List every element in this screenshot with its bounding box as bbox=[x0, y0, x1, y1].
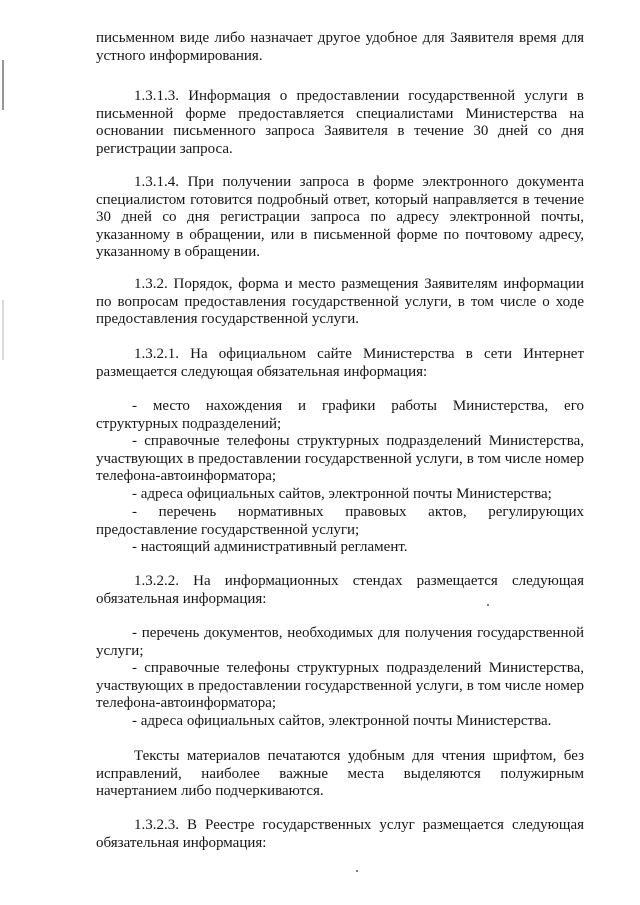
paragraph-texts-materials: Тексты материалов печатаются удобным для чтения шрифтом, без исправлений, наиболее важные места выделяются полужирным начертанием либо подчеркиваются. bbox=[96, 748, 584, 799]
paragraph-1-3-2: 1.3.2. Порядок, форма и место размещения Заявителям информации по вопросам предоставления государственной услуги, в том числе о ходе предоставления государственной услуги. bbox=[96, 276, 584, 327]
paragraph-1-3-2-3: 1.3.2.3. В Реестре государственных услуг размещается следующая обязательная информация: bbox=[96, 817, 584, 851]
list-item: - перечень нормативных правовых актов, регулирующих предоставление государственной услуги; bbox=[96, 504, 584, 538]
paragraph-1-3-2-2: 1.3.2.2. На информационных стендах размещается следующая обязательная информация: bbox=[96, 573, 584, 607]
list-item: - перечень документов, необходимых для получения государственной услуги; bbox=[96, 625, 584, 659]
paragraph-1-3-1-3: 1.3.1.3. Информация о предоставлении государственной услуги в письменной форме предоставляется специалистами Министерства на основании письменного запроса Заявителя в течение 30 дней со дня регистрации запроса. bbox=[96, 88, 584, 157]
paragraph-1-3-2-1: 1.3.2.1. На официальном сайте Министерства в сети Интернет размещается следующая обязательная информация: bbox=[96, 346, 584, 380]
list-item: - справочные телефоны структурных подразделений Министерства, участвующих в предоставлении государственной услуги, в том числе номер телефона-автоинформатора; bbox=[96, 660, 584, 711]
scan-edge-mark bbox=[2, 60, 4, 110]
list-item: - настоящий административный регламент. bbox=[132, 539, 408, 555]
scan-speck bbox=[356, 870, 358, 872]
list-item: - адреса официальных сайтов, электронной почты Министерства; bbox=[132, 486, 552, 502]
scan-edge-mark bbox=[2, 300, 4, 360]
list-item: - адреса официальных сайтов, электронной почты Министерства. bbox=[132, 713, 552, 729]
paragraph-continued: письменном виде либо назначает другое удобное для Заявителя время для устного информирования. bbox=[96, 30, 584, 64]
paragraph-1-3-1-4: 1.3.1.4. При получении запроса в форме электронного документа специалистом готовится подробный ответ, который направляется в течение 30 дней со дня регистрации запроса по адресу электронной почты, указанному в обращении, или в письменной форме по почтовому адресу, указанному в обращении. bbox=[96, 174, 584, 260]
list-item: - справочные телефоны структурных подразделений Министерства, участвующих в предоставлении государственной услуги, в том числе номер телефона-автоинформатора; bbox=[96, 433, 584, 484]
list-item: - место нахождения и графики работы Министерства, его структурных подразделений; bbox=[96, 398, 584, 432]
